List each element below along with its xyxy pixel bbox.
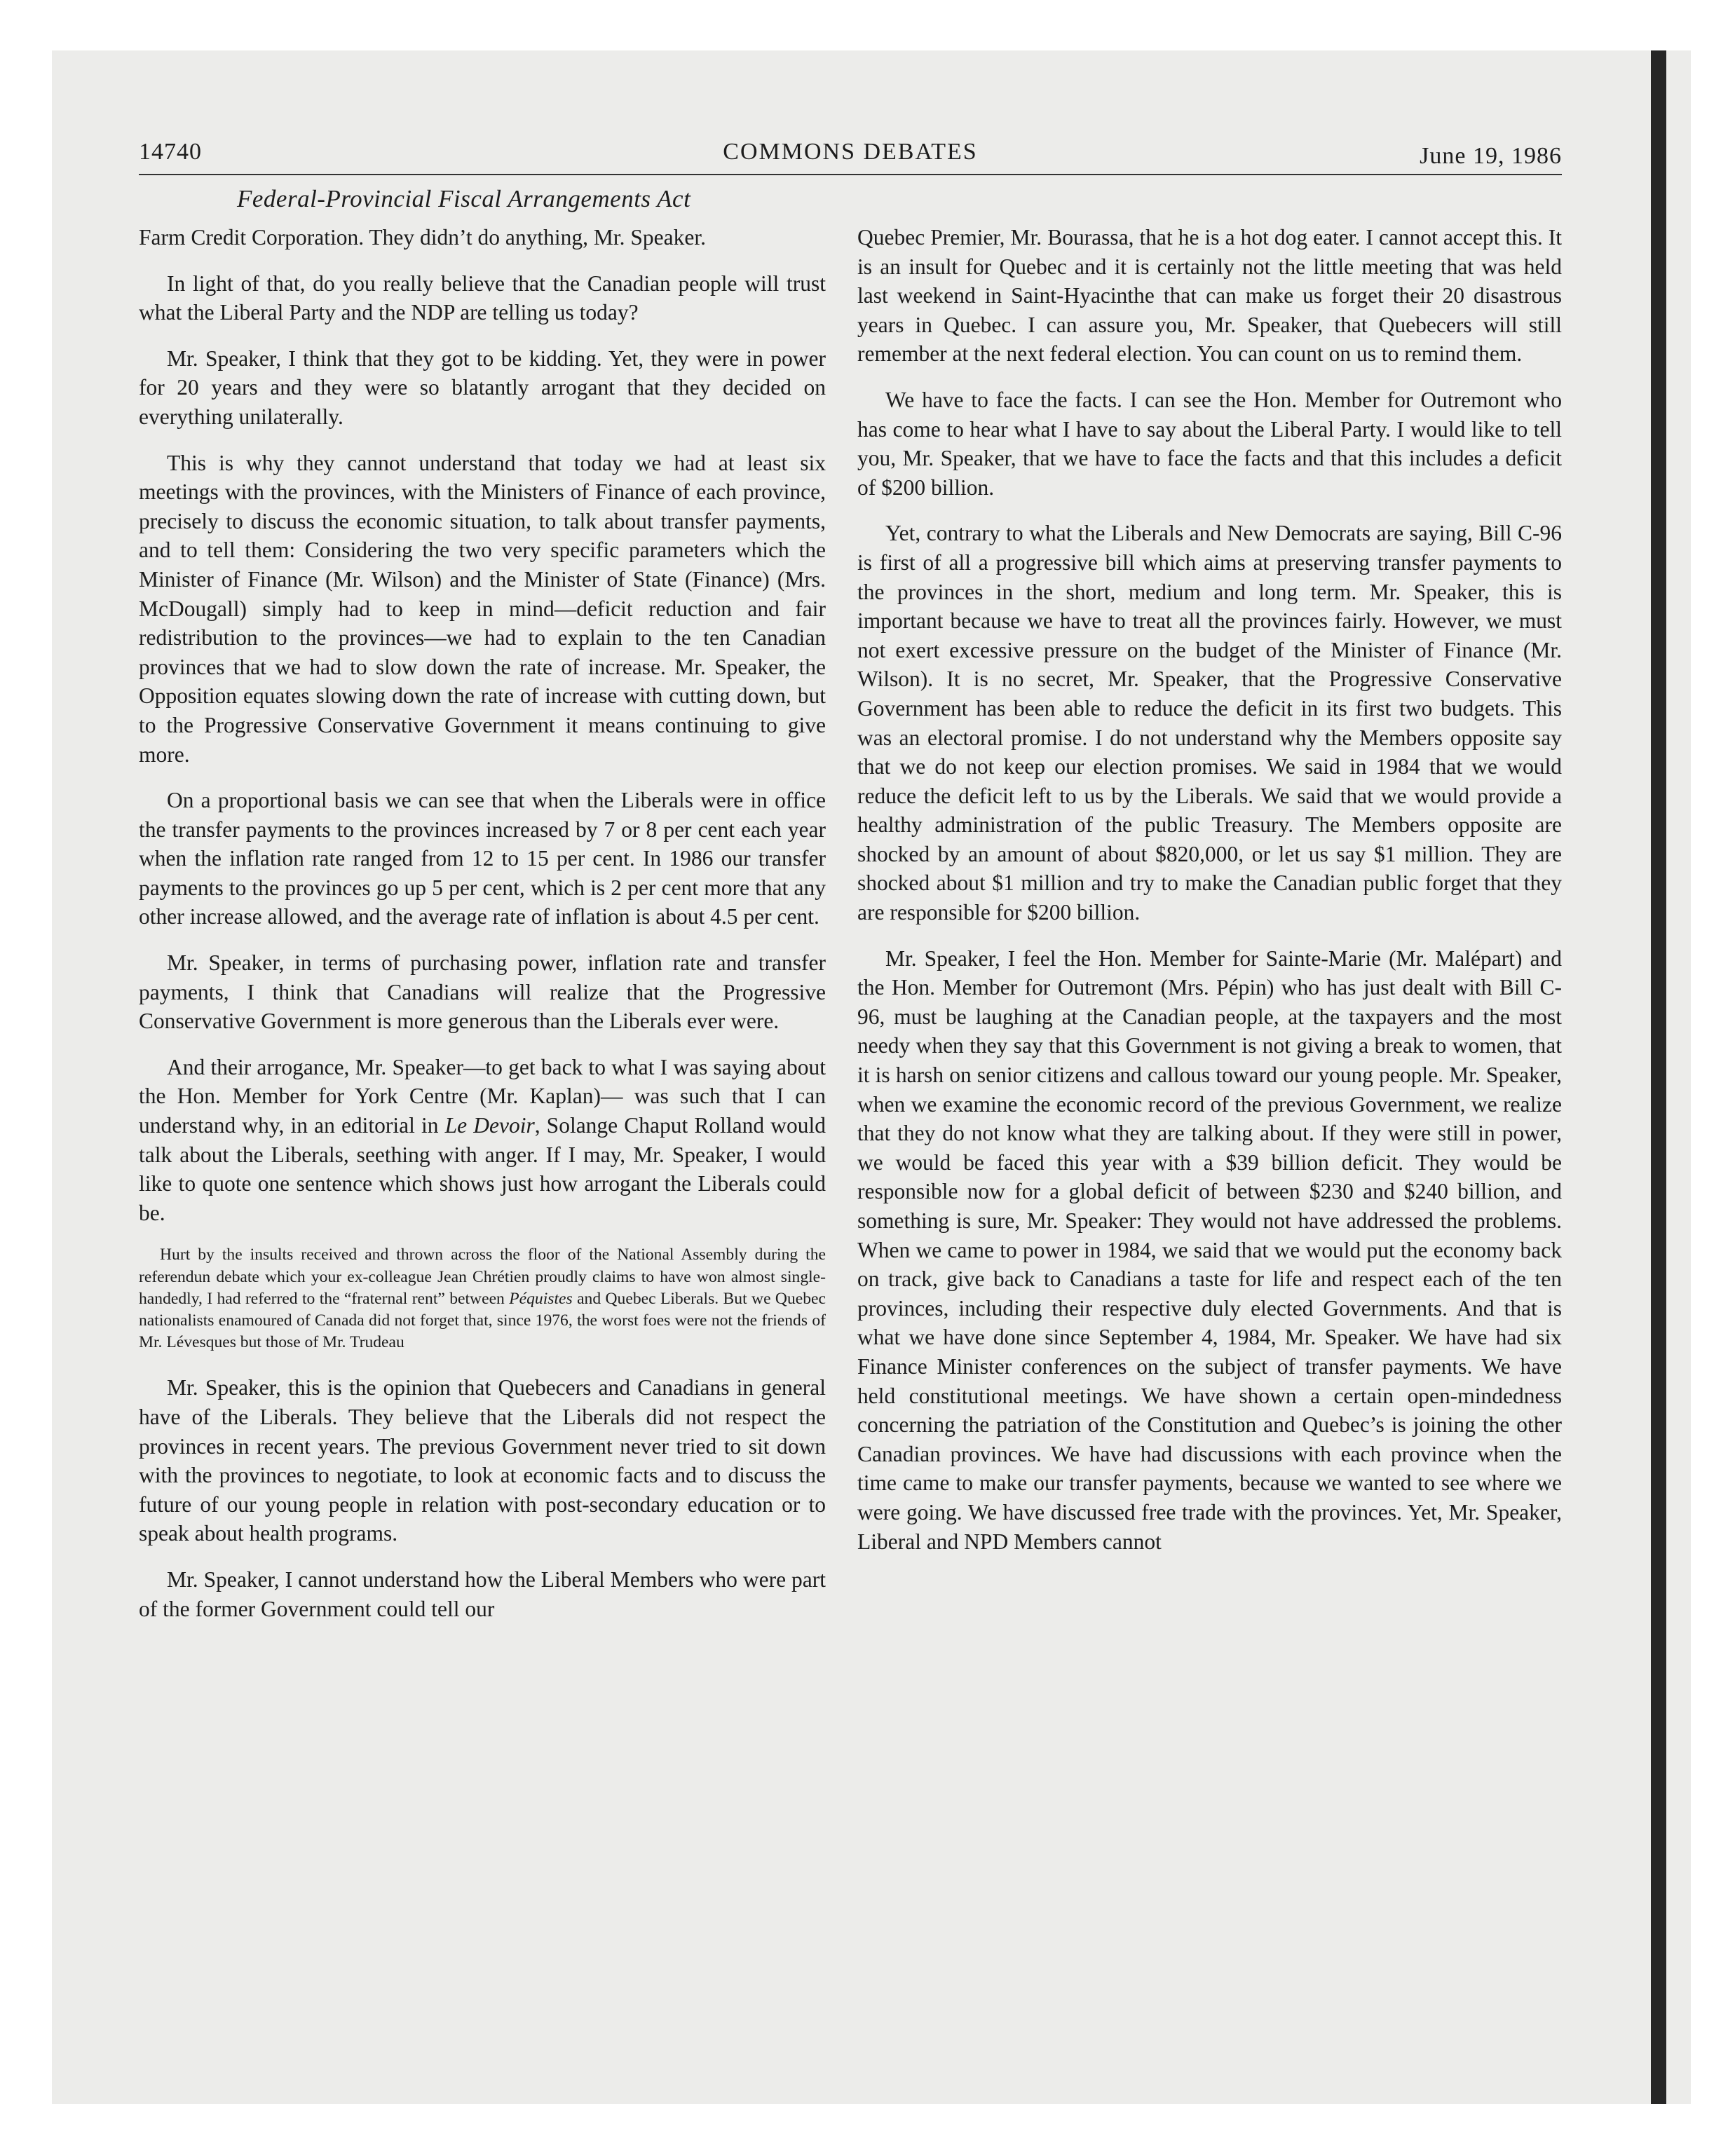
text-run: , Solange Chaput Rolland would talk about the Liberals, seething with anger. If I may, Mr. Speaker, I would like to quote one sentence which shows just how arrogant the Liberals could be. [139,1113,826,1225]
paragraph: We have to face the facts. I can see the Hon. Member for Outremont who has come to hear what I have to say about the Liberal Party. I would like to tell you, Mr. Speaker, that we have to face the facts and that this includes a deficit of $200 billion. [857,387,1562,500]
running-header [139,139,1562,172]
paragraph: In light of that, do you really believe that the Canadian people will trust what the Liberal Party and the NDP are telling us today? [139,271,826,325]
scan-edge-shadow [1651,50,1666,2104]
paragraph: Mr. Speaker, this is the opinion that Quebecers and Canadians in general have of the Liberals. They believe that the Liberals did not respect the provinces in recent years. The previous Government never tried to sit down with the provinces to negotiate, to look at economic facts and to discuss the future of our young people in relation with post-secondary education or to speak about health programs. [139,1375,826,1546]
paragraph: Mr. Speaker, in terms of purchasing power, inflation rate and transfer payments, I think that Canadians will realize that the Progressive Conservative Government is more generous than the Liberals ever were. [139,950,826,1034]
block-quote [139,1244,826,1353]
journal-title: COMMONS DEBATES [723,139,978,165]
page-number: 14740 [139,139,202,165]
left-column [139,223,826,1640]
document-page [139,139,1562,1621]
header-rule [139,174,1562,175]
paragraph: Mr. Speaker, I cannot understand how the Liberal Members who were part of the former Government could tell our [139,1567,826,1621]
section-subheading: Federal-Provincial Fiscal Arrangements Act [237,185,691,212]
right-column [857,223,1562,1573]
paragraph: Mr. Speaker, I feel the Hon. Member for Sainte-Marie (Mr. Malépart) and the Hon. Member for Outremont (Mrs. Pépin) who has just dealt with Bill C-96, must be laughing at the Canadian people, at the taxpayers and the most needy when they say that this Government is not giving a break to women, that it is harsh on senior citizens and callous toward our young people. Mr. Speaker, when we examine the economic record of the previous Government, we realize that they do not know what they are talking about. If they were still in power, we would be faced this year with a $39 billion deficit. They would be responsible now for a global deficit of between $230 and $240 billion, and something is sure, Mr. Speaker: They would not have addressed the problems. When we came to power in 1984, we said that we would put the economy back on track, give back to Canadians a taste for life and respect each of the ten provinces, including their respective duly elected Governments. And that is what we have done since September 4, 1984, Mr. Speaker. We have had six Finance Minister conferences on the subject of transfer payments. We have held constitutional meetings. We have shown a certain open-mindedness concerning the patriation of the Constitution and Quebec’s is joining the other Canadian provinces. We have had discussions with each province when the time came to make our transfer payments, because we wanted to see where we were going. We have discussed free trade with the provinces. Yet, Mr. Speaker, Liberal and NPD Members cannot [857,946,1562,1554]
text-run: Hurt by the insults received and thrown across the floor of the National Assembly during the referendun debate which your ex-colleague Jean Chrétien proudly claims to have won almost single-handedly, I had referred to the “fraternal rent” between [139,1246,826,1308]
paragraph: Yet, contrary to what the Liberals and New Democrats are saying, Bill C-96 is first of all a progressive bill which aims at preserving transfer payments to the provinces in the short, medium and long term. Mr. Speaker, this is important because we have to treat all the provinces fairly. However, we must not exert excessive pressure on the budget of the Minister of Finance (Mr. Wilson). It is no secret, Mr. Speaker, that the Progressive Conservative Government has been able to reduce the deficit in its first two budgets. This was an electoral promise. I do not understand why the Members opposite say that we do not keep our election promises. We said in 1984 that we would reduce the deficit left to us by the Liberals. We said that we would provide a healthy administration of the public Treasury. The Members opposite are shocked by an amount of about $820,000, or let us say $1 million. They are shocked about $1 million and try to make the Canadian public forget that they are responsible for $200 billion. [857,521,1562,925]
paragraph: Quebec Premier, Mr. Bourassa, that he is a hot dog eater. I cannot accept this. It is an insult for Quebec and it is certainly not the little meeting that was held last weekend in Saint-Hyacinthe that can make us forget their 20 disastrous years in Quebec. I can assure you, Mr. Speaker, that Quebecers will still remember at the next federal election. You can count on us to remind them. [857,225,1562,367]
paragraph: Mr. Speaker, I think that they got to be kidding. Yet, they were in power for 20 years and they were so blatantly arrogant that they decided on everything unilaterally. [139,346,826,429]
text-run: and Quebec Liberals. But we Quebec nationalists enamoured of Canada did not forget that, since 1976, the worst foes were not the friends of Mr. Lévesques but those of Mr. Trudeau [139,1289,826,1352]
text-run: And their arrogance, Mr. Speaker—to get back to what I was saying about the Hon. Member for York Centre (Mr. Kaplan)— was such that I can understand why, in an editorial in [139,1054,826,1138]
newspaper-title: Le Devoir [444,1113,535,1138]
italic-term: Péquistes [509,1289,573,1308]
paragraph: On a proportional basis we can see that when the Liberals were in office the transfer payments to the provinces increased by 7 or 8 per cent each year when the inflation rate ranged from 12 to 15 per cent. In 1986 our transfer payments to the provinces go up 5 per cent, which is 2 per cent more that any other increase allowed, and the average rate of inflation is about 4.5 per cent. [139,788,826,929]
paragraph: Farm Credit Corporation. They didn’t do anything, Mr. Speaker. [139,225,706,250]
paragraph: This is why they cannot understand that today we had at least six meetings with the provinces, with the Ministers of Finance of each province, precisely to discuss the economic situation, to talk about transfer payments, and to tell them: Considering the two very specific parameters which the Minister of Finance (Mr. Wilson) and the Minister of State (Finance) (Mrs. McDougall) simply had to keep in mind—deficit reduction and fair redistribution to the provinces—we had to explain to the ten Canadian provinces that we had to slow down the rate of increase. Mr. Speaker, the Opposition equates slowing down the rate of increase with cutting down, but to the Progressive Conservative Government it means continuing to give more. [139,450,826,767]
issue-date: June 19, 1986 [1420,143,1562,169]
paragraph [139,1053,826,1228]
